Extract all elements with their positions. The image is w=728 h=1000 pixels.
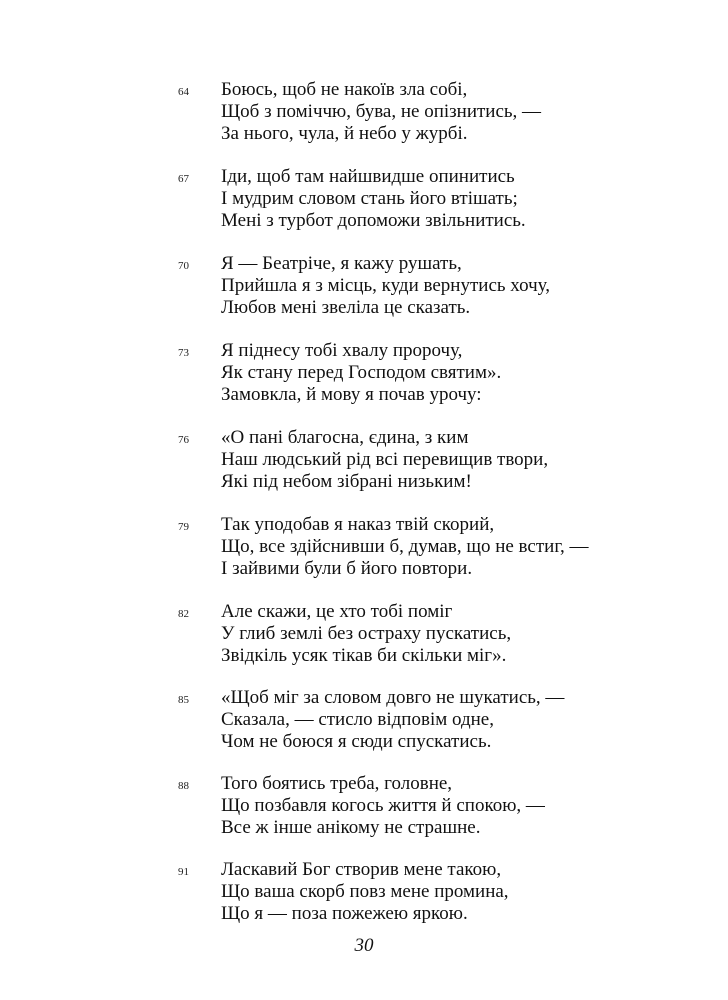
verse-line: У глиб землі без остраху пускатись, [221, 623, 512, 644]
verse-line: Які під небом зібрані низьким! [221, 471, 472, 492]
verse-line: Замовкла, й мову я почав урочу: [221, 384, 482, 405]
verse-line: «Щоб міг за словом довго не шукатись, — [221, 687, 565, 708]
verse-line: І зайвими були б його повтори. [221, 558, 473, 579]
verse-line: Ласкавий Бог створив мене такою, [221, 859, 502, 880]
line-number: 88 [178, 780, 189, 792]
verse-line: Прийшла я з місць, куди вернутись хочу, [221, 275, 550, 296]
verse [221, 601, 681, 667]
verse [221, 166, 681, 232]
verse-line: Що ваша скорб повз мене промина, [221, 881, 509, 902]
verse-line: Але скажи, це хто тобі поміг [221, 601, 453, 622]
line-number: 76 [178, 434, 189, 446]
verse-line: Я піднесу тобі хвалу пророчу, [221, 340, 463, 361]
verse-line: Щоб з поміччю, бува, не опізнитись, — [221, 101, 542, 122]
verse-line: «О пані благосна, єдина, з ким [221, 427, 469, 448]
line-number: 67 [178, 173, 189, 185]
page-number: 30 [354, 935, 374, 956]
line-number: 85 [178, 694, 189, 706]
verse-line: Мені з турбот допоможи звільнитись. [221, 210, 526, 231]
line-number: 79 [178, 521, 189, 533]
verse [221, 859, 681, 925]
line-number: 64 [178, 86, 189, 98]
verse-line: Чом не боюся я сюди спускатись. [221, 731, 492, 752]
verse-line: Любов мені звеліла це сказать. [221, 297, 471, 318]
line-number: 70 [178, 260, 189, 272]
verse-line: Я — Беатріче, я кажу рушать, [221, 253, 462, 274]
verse [221, 427, 681, 493]
verse-line: Звідкіль усяк тікав би скільки міг». [221, 645, 507, 666]
line-number: 73 [178, 347, 189, 359]
verse-line: Іди, щоб там найшвидше опинитись [221, 166, 515, 187]
verse-line: Що позбавля когось життя й спокою, — [221, 795, 545, 816]
verse [221, 253, 681, 319]
line-number: 91 [178, 866, 189, 878]
verse-line: Що, все здійснивши б, думав, що не встиг, — [221, 536, 589, 557]
verse-line: І мудрим словом стань його втішать; [221, 188, 518, 209]
verse [221, 340, 681, 406]
verse-line: Того боятись треба, головне, [221, 773, 453, 794]
verse-line: Все ж інше анікому не страшне. [221, 817, 481, 838]
verse-line: Так уподобав я наказ твій скорий, [221, 514, 495, 535]
verse [221, 773, 681, 839]
verse [221, 79, 681, 145]
line-number: 82 [178, 608, 189, 620]
verse-line: За нього, чула, й небо у журбі. [221, 123, 468, 144]
verse [221, 687, 681, 753]
verse [221, 514, 681, 580]
verse-line: Сказала, — стисло відповім одне, [221, 709, 494, 730]
verse-line: Як стану перед Господом святим». [221, 362, 502, 383]
verse-line: Наш людський рід всі перевищив твори, [221, 449, 549, 470]
verse-line: Боюсь, щоб не накоїв зла собі, [221, 79, 468, 100]
verse-line: Що я — поза пожежею яркою. [221, 903, 468, 924]
